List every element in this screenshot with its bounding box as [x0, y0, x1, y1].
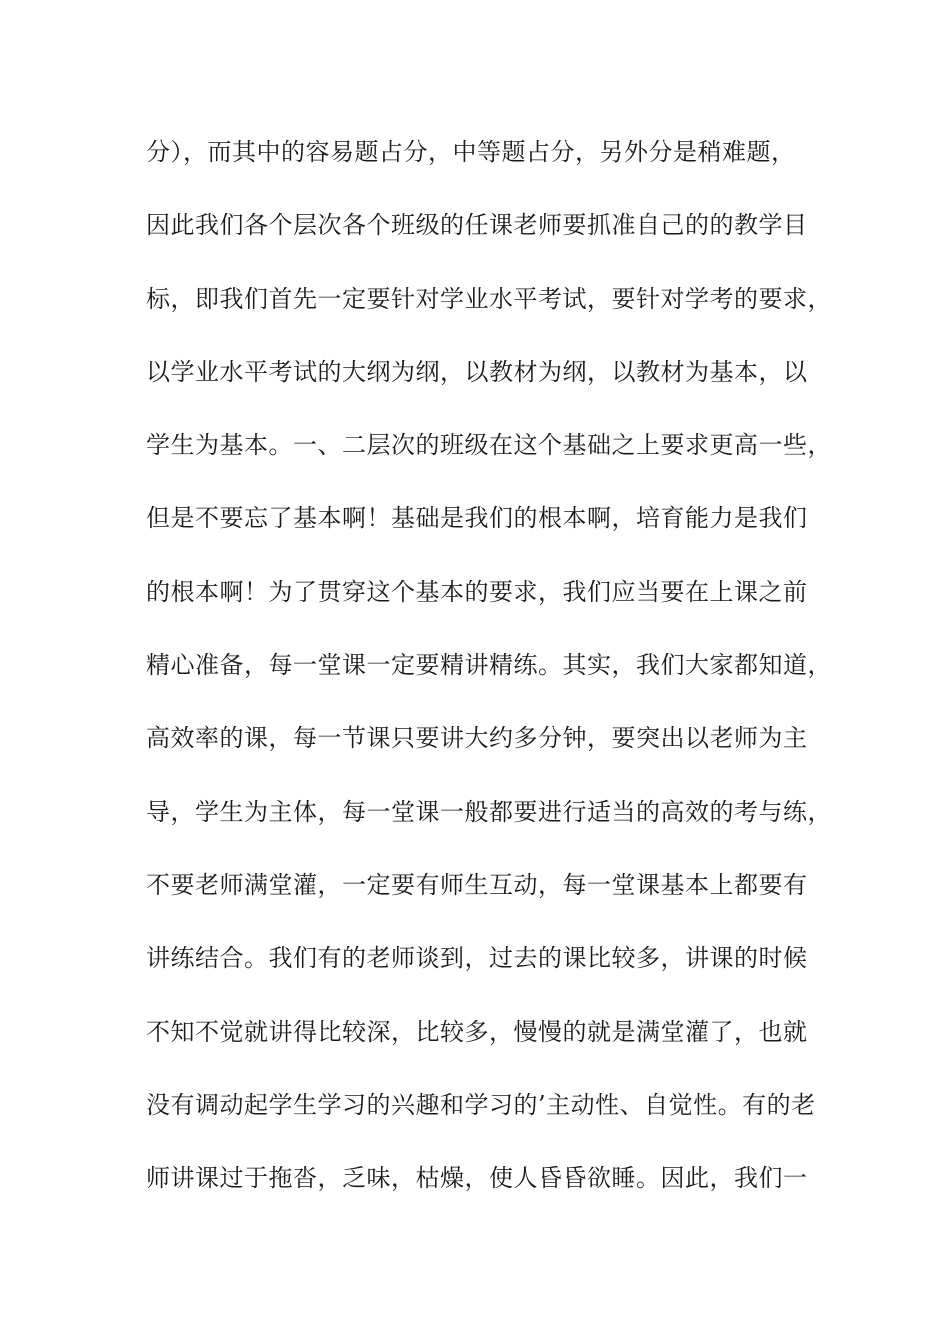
text-line: 不知不觉就讲得比较深，比较多，慢慢的就是满堂灌了，也就	[146, 1017, 808, 1046]
text-line: 以学业水平考试的大纲为纲，以教材为纲，以教材为基本，以	[146, 357, 808, 386]
text-line: 高效率的课，每一节课只要讲大约多分钟，要突出以老师为主	[146, 724, 808, 753]
text-line: 导，学生为主体，每一堂课一般都要进行适当的高效的考与练，	[146, 797, 832, 826]
text-line: 学生为基本。一、二层次的班级在这个基础之上要求更高一些，	[146, 431, 832, 460]
text-line: 师讲课过于拖沓，乏味，枯燥，使人昏昏欲睡。因此，我们一	[146, 1164, 808, 1193]
text-line: 的根本啊！为了贯穿这个基本的要求，我们应当要在上课之前	[146, 577, 808, 606]
text-line: 因此我们各个层次各个班级的任课老师要抓准自己的的教学目	[146, 211, 808, 240]
text-line: 精心准备，每一堂课一定要精讲精练。其实，我们大家都知道，	[146, 651, 832, 680]
body-text	[146, 132, 846, 1231]
text-line: 但是不要忘了基本啊！基础是我们的根本啊，培育能力是我们	[146, 504, 808, 533]
text-line: 不要老师满堂灌，一定要有师生互动，每一堂课基本上都要有	[146, 870, 808, 899]
text-line: 没有调动起学生学习的兴趣和学习的’主动性、自觉性。有的老	[146, 1090, 816, 1119]
text-line: 分），而其中的容易题占分，中等题占分，另外分是稍难题，	[146, 138, 796, 166]
text-line: 标，即我们首先一定要针对学业水平考试，要针对学考的要求，	[146, 284, 832, 313]
text-line: 讲练结合。我们有的老师谈到，过去的课比较多，讲课的时候	[146, 944, 808, 973]
